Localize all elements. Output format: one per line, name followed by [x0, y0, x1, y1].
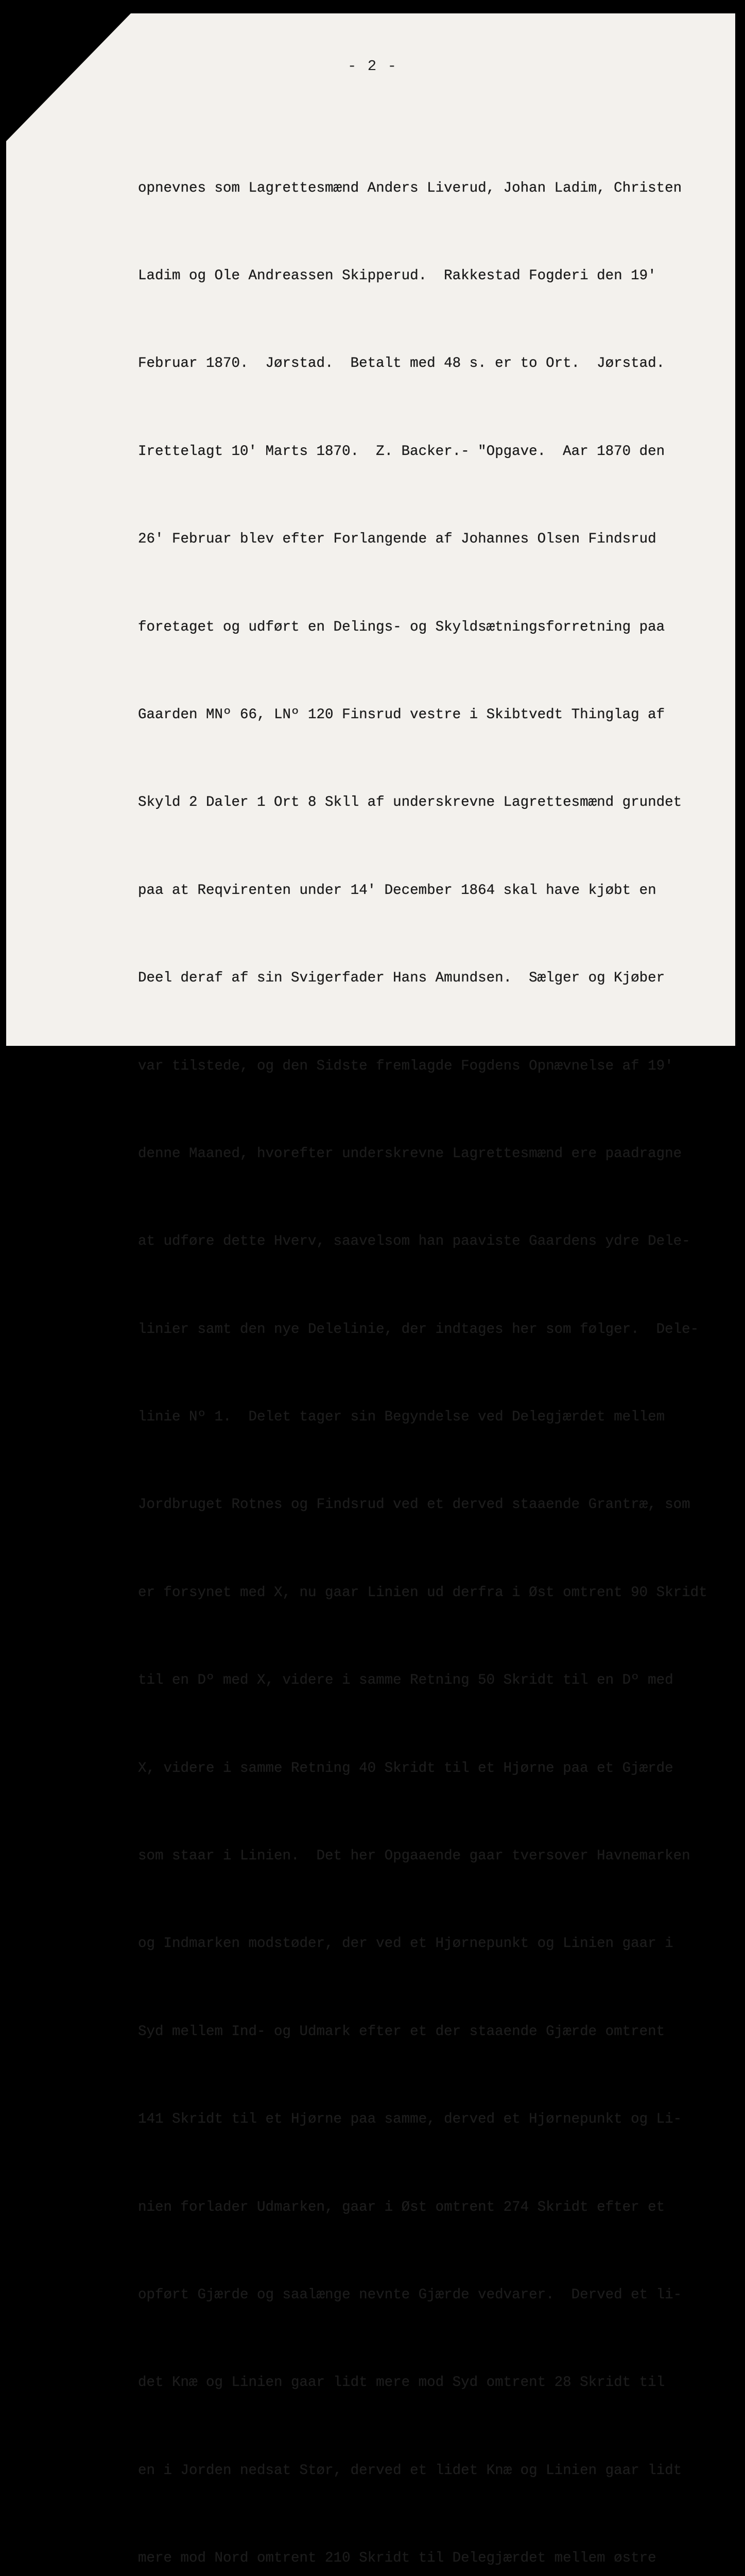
- text-line: paa at Reqvirenten under 14' December 1864 skal have kjøbt en: [138, 882, 656, 899]
- text-line: Jordbruget Rotnes og Findsrud ved et derved staaende Grantræ, som: [138, 1497, 690, 1513]
- text-line: Februar 1870. Jørstad. Betalt med 48 s. er to Ort. Jørstad.: [138, 355, 665, 372]
- text-line: at udføre dette Hverv, saavelsom han paaviste Gaardens ydre Dele-: [138, 1233, 690, 1250]
- text-line: nien forlader Udmarken, gaar i Øst omtrent 274 Skridt efter et: [138, 2199, 665, 2215]
- text-line: 141 Skridt til et Hjørne paa samme, derved et Hjørnepunkt og Li-: [138, 2111, 682, 2128]
- text-line: en i Jorden nedsat Stør, derved et lidet Knæ og Linien gaar lidt: [138, 2462, 682, 2479]
- page-number: - 2 -: [347, 58, 397, 75]
- text-line: mere mod Nord omtrent 210 Skridt til Delegjærdet mellem østre: [138, 2550, 656, 2567]
- text-line: opført Gjærde og saalænge nevnte Gjærde vedvarer. Derved et li-: [138, 2286, 682, 2303]
- text-line: linie Nº 1. Delet tager sin Begyndelse ved Delegjærdet mellem: [138, 1409, 665, 1426]
- text-line: som staar i Linien. Det her Opgaaende gaar tversover Havnemarken: [138, 1848, 690, 1865]
- text-line: X, videre i samme Retning 40 Skridt til et Hjørne paa et Gjærde: [138, 1760, 673, 1776]
- text-line: opnevnes som Lagrettesmænd Anders Liverud, Johan Ladim, Christen: [138, 180, 682, 196]
- text-line: linier samt den nye Delelinie, der indtages her som følger. Dele-: [138, 1321, 699, 1337]
- text-line: Ladim og Ole Andreassen Skipperud. Rakkestad Fogderi den 19': [138, 267, 656, 284]
- text-line: Gaarden MNº 66, LNº 120 Finsrud vestre i Skibtvedt Thinglag af: [138, 706, 665, 723]
- document-body: [138, 115, 730, 2576]
- text-line: 26' Februar blev efter Forlangende af Johannes Olsen Findsrud: [138, 531, 656, 548]
- text-line: Skyld 2 Daler 1 Ort 8 Skll af underskrevne Lagrettesmænd grundet: [138, 794, 682, 811]
- text-line: denne Maaned, hvorefter underskrevne Lagrettesmænd ere paadragne: [138, 1145, 682, 1162]
- text-line: og Indmarken modstøder, der ved et Hjørnepunkt og Linien gaar i: [138, 1936, 673, 1952]
- text-line: foretaget og udført en Delings- og Skyldsætningsforretning paa: [138, 619, 665, 635]
- text-line: Syd mellem Ind- og Udmark efter et der staaende Gjærde omtrent: [138, 2023, 665, 2040]
- text-line: det Knæ og Linien gaar lidt mere mod Syd omtrent 28 Skridt til: [138, 2375, 665, 2391]
- text-line: til en Dº med X, videre i samme Retning 50 Skridt til en Dº med: [138, 1672, 673, 1689]
- text-line: Deel deraf af sin Svigerfader Hans Amundsen. Sælger og Kjøber: [138, 970, 665, 987]
- text-line: er forsynet med X, nu gaar Linien ud derfra i Øst omtrent 90 Skridt: [138, 1584, 707, 1601]
- text-line: var tilstede, og den Sidste fremlagde Fogdens Opnævnelse af 19': [138, 1058, 673, 1074]
- text-line: Irettelagt 10' Marts 1870. Z. Backer.- "Opgave. Aar 1870 den: [138, 443, 665, 460]
